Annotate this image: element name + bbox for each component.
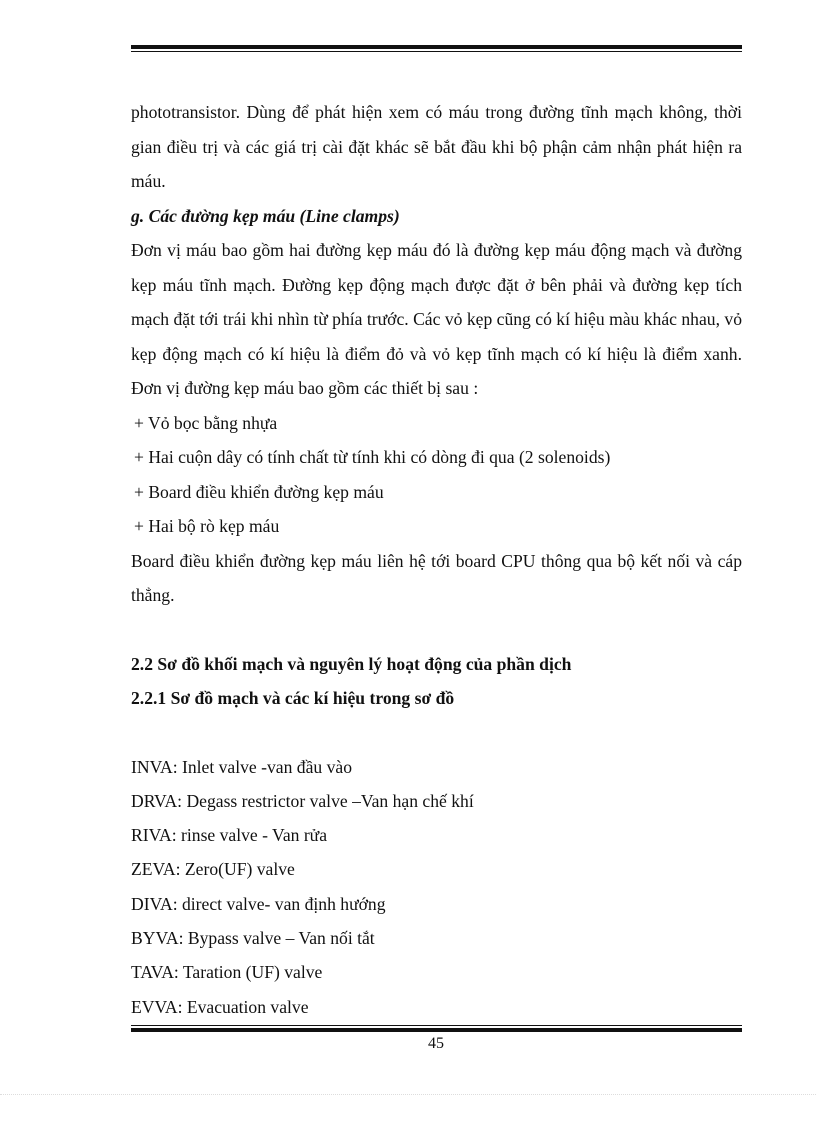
- abbreviation-item: DRVA: Degass restrictor valve –Van hạn chế khí: [131, 790, 474, 811]
- section-heading: 2.2.1 Sơ đồ mạch và các kí hiệu trong sơ đồ: [131, 688, 455, 708]
- paragraph-board-control: Board điều khiển đường kẹp máu liên hệ tới board CPU thông qua bộ kết nối và cáp thẳng.: [131, 550, 742, 605]
- abbreviation-item: INVA: Inlet valve -van đầu vào: [131, 756, 352, 777]
- subheading-line-clamps: g. Các đường kẹp máu (Line clamps): [131, 205, 400, 226]
- section-heading: 2.2 Sơ đồ khối mạch và nguyên lý hoạt động của phần dịch: [131, 653, 572, 674]
- abbreviation-item: ZEVA: Zero(UF) valve: [131, 859, 295, 880]
- page-body: [131, 95, 742, 1024]
- bullet-item: + Hai cuộn dây có tính chất từ tính khi có dòng đi qua (2 solenoids): [134, 447, 611, 467]
- abbreviation-item: EVVA: Evacuation valve: [131, 996, 309, 1017]
- header-rule: [131, 45, 742, 52]
- page-number: 45: [428, 1035, 444, 1052]
- abbreviation-item: DIVA: direct valve- van định hướng: [131, 893, 386, 914]
- abbreviation-item: TAVA: Taration (UF) valve: [131, 962, 323, 983]
- page-edge-divider: [0, 1094, 816, 1095]
- bullet-item: + Vỏ bọc bằng nhựa: [134, 412, 278, 433]
- bullet-item: + Hai bộ rò kẹp máu: [134, 516, 280, 536]
- bullet-item: + Board điều khiển đường kẹp máu: [134, 481, 384, 502]
- abbreviation-item: BYVA: Bypass valve – Van nối tắt: [131, 927, 375, 948]
- paragraph-line-clamps: Đơn vị máu bao gồm hai đường kẹp máu đó là đường kẹp máu động mạch và đường kẹp máu tĩnh mạch. Đường kẹp động mạch được đặt ở bên phải và đường kẹp tích mạch đặt tới trái khi nhìn từ phía trước. Các vỏ kẹp cũng có kí hiệu màu khác nhau, vỏ kẹp động mạch có kí hiệu là điểm đỏ và vỏ kẹp tĩnh mạch có kí hiệu là điểm xanh. Đơn vị đường kẹp máu bao gồm các thiết bị sau :: [131, 240, 742, 398]
- paragraph-phototransistor: phototransistor. Dùng để phát hiện xem có máu trong đường tĩnh mạch không, thời gian điều trị và các giá trị cài đặt khác sẽ bắt đầu khi bộ phận cảm nhận phát hiện ra máu.: [131, 102, 742, 191]
- footer-rule: [131, 1025, 742, 1032]
- abbreviation-item: RIVA: rinse valve - Van rửa: [131, 825, 328, 846]
